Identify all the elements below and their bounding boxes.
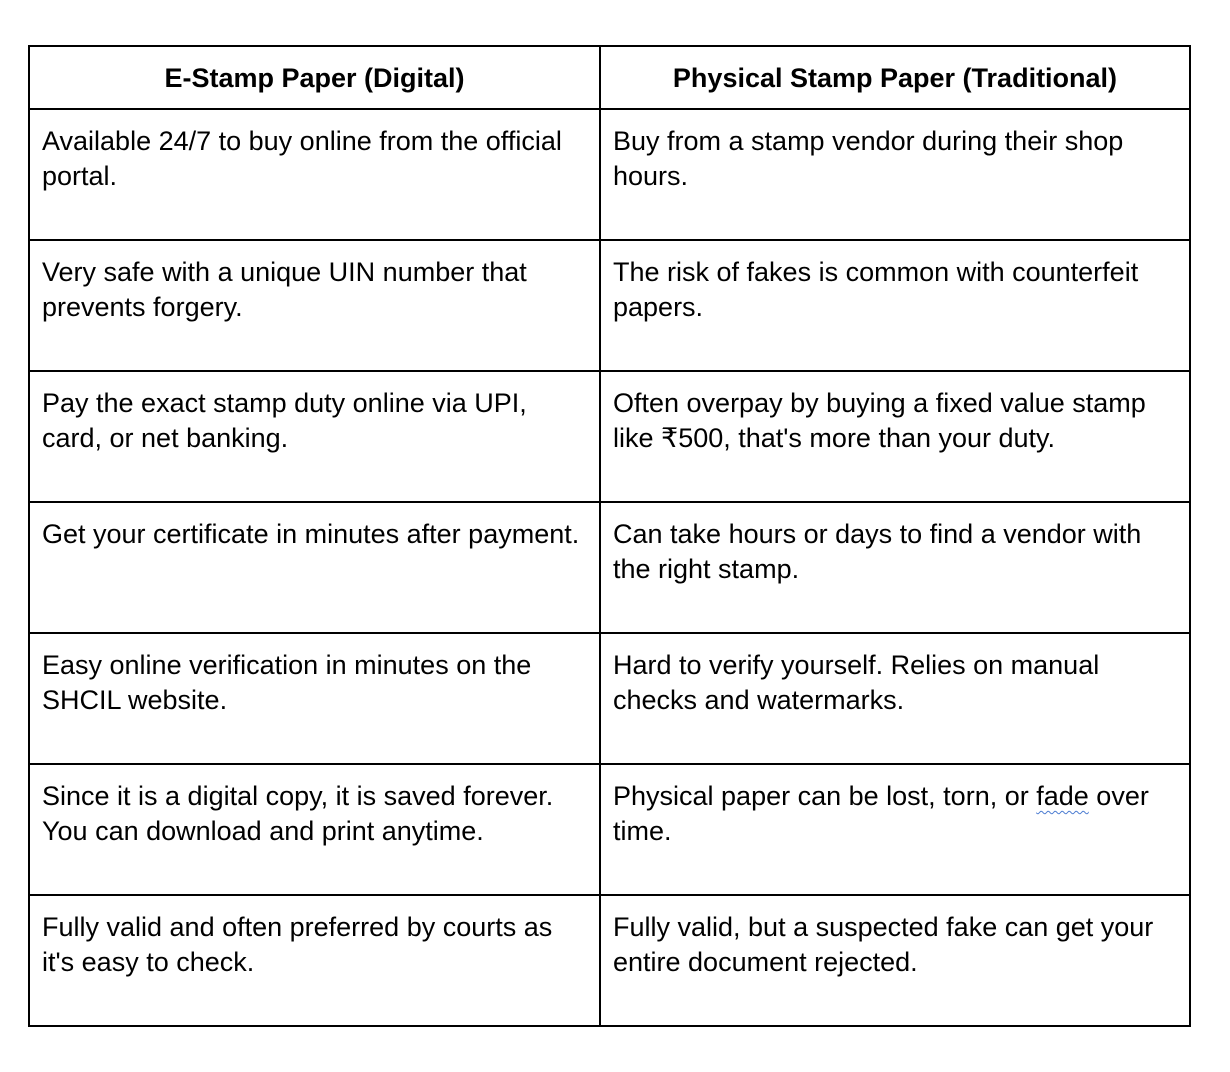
header-physical: Physical Stamp Paper (Traditional) [600,46,1190,109]
cell-physical-validity: Fully valid, but a suspected fake can get your entire document rejected. [600,895,1190,1026]
table-row [29,633,1190,764]
cell-digital-validity: Fully valid and often preferred by courts as it's easy to check. [29,895,600,1026]
cell-digital-payment: Pay the exact stamp duty online via UPI, card, or net banking. [29,371,600,502]
cell-physical-security: The risk of fakes is common with counterfeit papers. [600,240,1190,371]
spellcheck-flagged-word[interactable]: fade [1036,781,1089,811]
header-digital: E-Stamp Paper (Digital) [29,46,600,109]
cell-digital-security: Very safe with a unique UIN number that prevents forgery. [29,240,600,371]
table-row [29,240,1190,371]
cell-physical-availability: Buy from a stamp vendor during their shop hours. [600,109,1190,240]
cell-physical-verification: Hard to verify yourself. Relies on manual checks and watermarks. [600,633,1190,764]
table-row [29,764,1190,895]
cell-digital-availability: Available 24/7 to buy online from the official portal. [29,109,600,240]
cell-physical-durability [600,764,1190,895]
cell-text-before: Physical paper can be lost, torn, or [613,781,1037,811]
table-row [29,371,1190,502]
cell-digital-durability: Since it is a digital copy, it is saved forever. You can download and print anytime. [29,764,600,895]
cell-digital-speed: Get your certificate in minutes after payment. [29,502,600,633]
cell-physical-speed: Can take hours or days to find a vendor with the right stamp. [600,502,1190,633]
table-row [29,895,1190,1026]
cell-physical-payment: Often overpay by buying a fixed value stamp like ₹500, that's more than your duty. [600,371,1190,502]
cell-digital-verification: Easy online verification in minutes on the SHCIL website. [29,633,600,764]
table-row [29,109,1190,240]
comparison-table [28,45,1191,1027]
table-header-row [29,46,1190,109]
table-row [29,502,1190,633]
comparison-table-container [28,45,1189,1027]
cell-text-after: over time. [613,781,1149,846]
